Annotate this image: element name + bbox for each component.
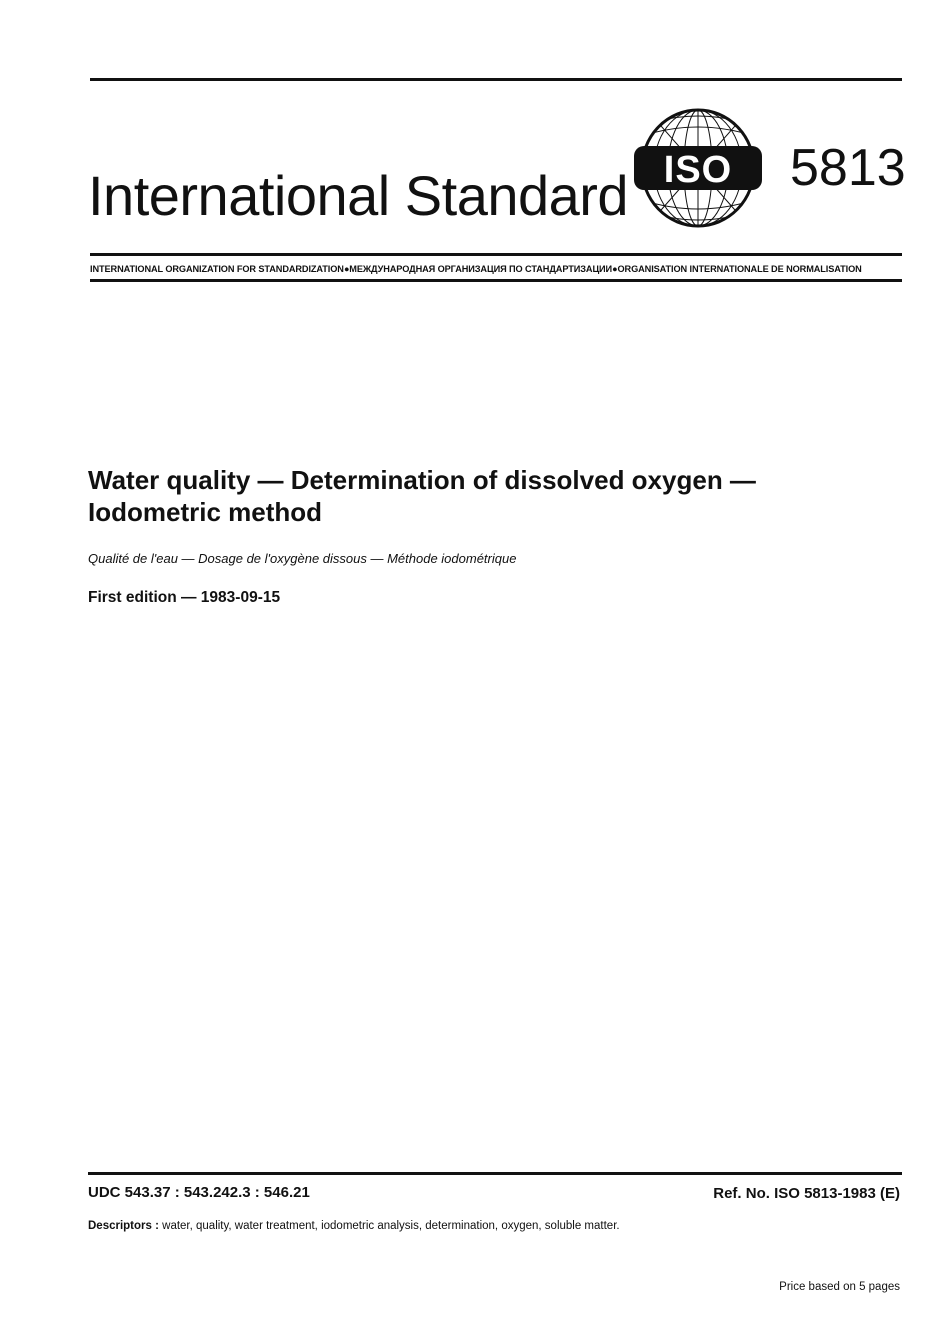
price-note: Price based on 5 pages [779, 1281, 900, 1293]
org-rule-top [90, 253, 902, 256]
descriptors [88, 1220, 620, 1232]
top-rule [90, 78, 902, 81]
iso-logo-text: ISO [663, 149, 733, 191]
page-title: International Standard [88, 163, 629, 227]
document-title-line1: Water quality — Determination of dissolved oxygen — [88, 465, 756, 495]
organization-names: INTERNATIONAL ORGANIZATION FOR STANDARDIZATION●МЕЖДУНАРОДНАЯ ОРГАНИЗАЦИЯ ПО СТАНДАРТИЗАЦИИ●ORGANISATION INTERNATIONALE DE NORMALISATION [90, 264, 862, 274]
reference-number: Ref. No. ISO 5813-1983 (E) [713, 1185, 900, 1202]
document-title [88, 464, 888, 528]
french-title: Qualité de l'eau — Dosage de l'oxygène dissous — Méthode iodométrique [88, 551, 517, 566]
edition-line: First edition — 1983-09-15 [88, 589, 281, 606]
descriptors-label: Descriptors : [88, 1220, 159, 1232]
udc-code: UDC 543.37 : 543.242.3 : 546.21 [88, 1184, 310, 1201]
iso-logo [634, 106, 762, 230]
descriptors-text: water, quality, water treatment, iodometric analysis, determination, oxygen, soluble matter. [158, 1220, 620, 1232]
org-rule-bottom [90, 279, 902, 282]
standard-number: 5813 [790, 139, 906, 197]
footer-rule [88, 1172, 902, 1175]
document-title-line2: Iodometric method [88, 497, 323, 527]
